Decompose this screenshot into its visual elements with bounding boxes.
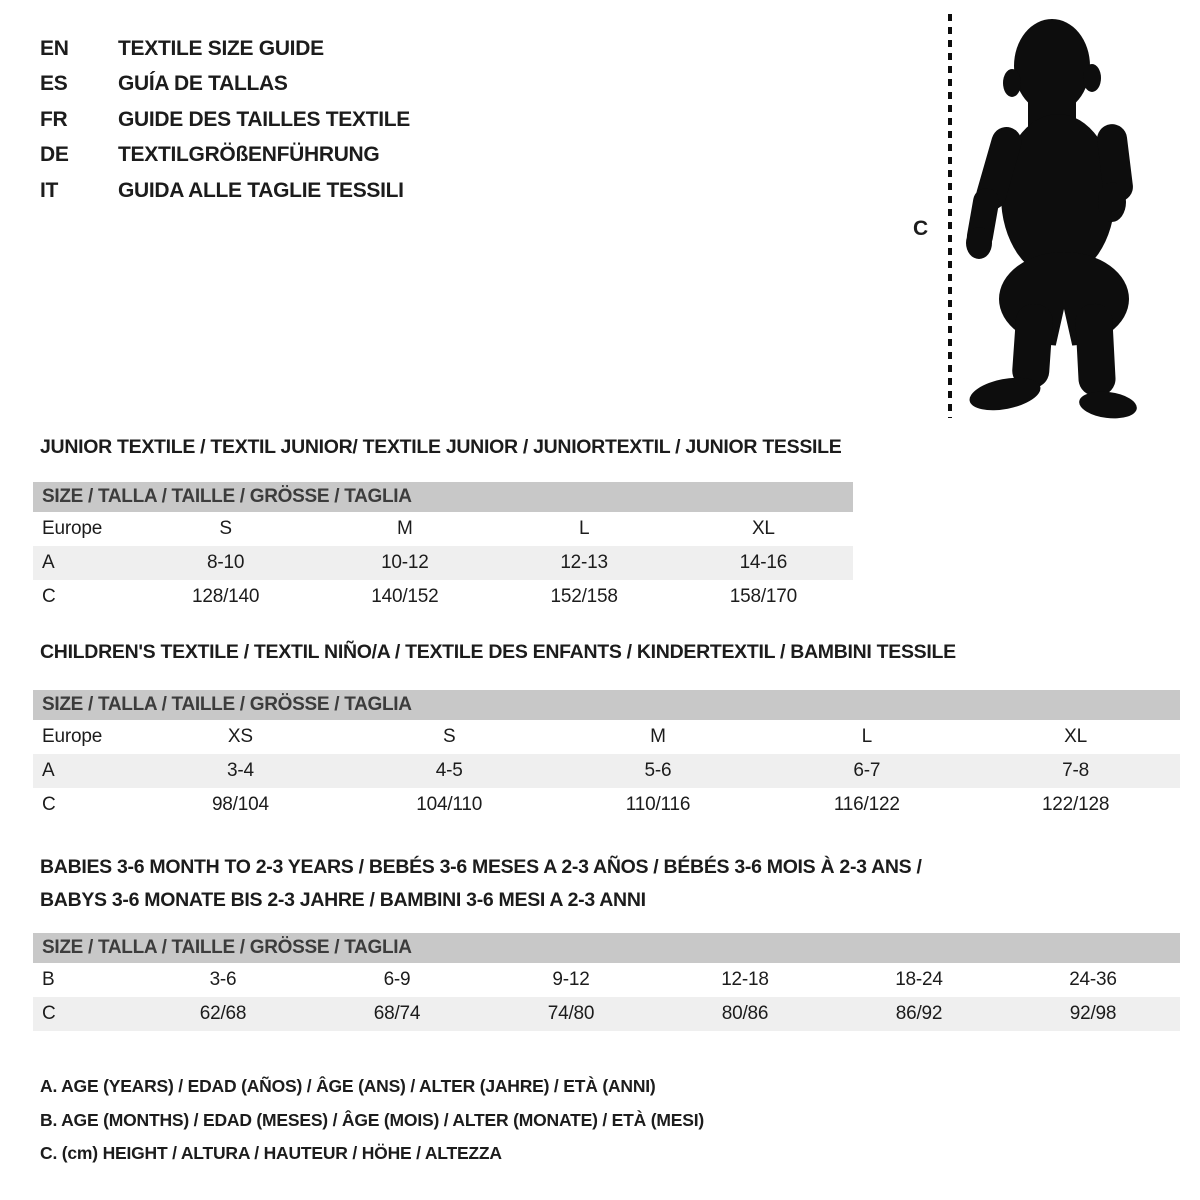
row-label: Europe — [42, 726, 103, 747]
table-cell: 7-8 — [1062, 760, 1090, 781]
table-cell: 12-13 — [560, 552, 608, 573]
table-cell: M — [650, 726, 666, 747]
guide-title: TEXTILE SIZE GUIDE — [118, 36, 324, 60]
table-cell: 68/74 — [373, 1003, 421, 1024]
legend — [40, 1070, 704, 1171]
table-cell: 98/104 — [211, 794, 269, 815]
language-title-list — [40, 31, 410, 209]
table-row — [33, 997, 1180, 1031]
language-code: EN — [40, 36, 69, 60]
table-cell: 128/140 — [191, 586, 260, 607]
row-label: A — [42, 760, 55, 781]
legend-line-b: B. AGE (MONTHS) / EDAD (MESES) / ÂGE (MOIS) / ALTER (MONATE) / ETÀ (MESI) — [40, 1109, 704, 1130]
toddler-silhouette-icon — [962, 16, 1167, 421]
table-row — [33, 546, 853, 580]
children-size-table — [33, 690, 1180, 822]
guide-title: GUIDA ALLE TAGLIE TESSILI — [118, 178, 404, 202]
table-cell: S — [219, 518, 232, 539]
row-label: B — [42, 969, 55, 990]
table-cell: L — [861, 726, 872, 747]
language-row-de — [40, 138, 410, 174]
table-cell: 24-36 — [1069, 969, 1117, 990]
language-row-it — [40, 173, 410, 209]
row-label: C — [42, 1003, 56, 1024]
table-cell: 4-5 — [435, 760, 463, 781]
legend-line-a: A. AGE (YEARS) / EDAD (AÑOS) / ÂGE (ANS) / ALTER (JAHRE) / ETÀ (ANNI) — [40, 1076, 656, 1097]
language-row-en — [40, 31, 410, 67]
table-cell: 62/68 — [199, 1003, 247, 1024]
language-row-fr — [40, 102, 410, 138]
legend-line-c: C. (cm) HEIGHT / ALTURA / HAUTEUR / HÖHE / ALTEZZA — [40, 1143, 502, 1164]
children-table-rows — [33, 720, 1180, 822]
guide-title: GUIDE DES TAILLES TEXTILE — [118, 107, 410, 131]
guide-title: TEXTILGRÖßENFÜHRUNG — [118, 143, 380, 167]
language-code: DE — [40, 143, 69, 167]
babies-title-line2: BABYS 3-6 MONATE BIS 2-3 JAHRE / BAMBINI 3-6 MESI A 2-3 ANNI — [40, 889, 646, 911]
table-cell: 3-4 — [226, 760, 254, 781]
table-cell: 110/116 — [625, 794, 691, 815]
table-cell: 86/92 — [895, 1003, 943, 1024]
children-section-title: CHILDREN'S TEXTILE / TEXTIL NIÑO/A / TEXTILE DES ENFANTS / KINDERTEXTIL / BAMBINI TESSILE — [40, 641, 956, 663]
table-cell: 104/110 — [416, 794, 483, 815]
language-code: IT — [40, 178, 59, 202]
table-row — [33, 512, 853, 546]
table-cell: 8-10 — [207, 552, 245, 573]
table-cell: 6-7 — [853, 760, 881, 781]
table-cell: 116/122 — [833, 794, 900, 815]
table-cell: S — [442, 726, 456, 747]
table-cell: L — [578, 518, 590, 539]
table-cell: 158/170 — [729, 586, 798, 607]
guide-title: GUÍA DE TALLAS — [118, 72, 288, 96]
babies-section-title — [40, 851, 922, 917]
language-code: ES — [40, 72, 68, 96]
table-cell: 3-6 — [209, 969, 237, 990]
table-cell: 80/86 — [721, 1003, 769, 1024]
table-cell: 10-12 — [381, 552, 429, 573]
table-row — [33, 720, 1180, 754]
size-header-bar: SIZE / TALLA / TAILLE / GRÖSSE / TAGLIA — [33, 482, 853, 512]
row-label: C — [42, 794, 56, 815]
table-cell: 74/80 — [547, 1003, 595, 1024]
table-cell: 92/98 — [1069, 1003, 1117, 1024]
table-cell: XL — [751, 518, 775, 539]
junior-table-rows — [33, 512, 853, 614]
height-measure-dashed-line — [948, 14, 952, 418]
table-cell: 9-12 — [552, 969, 590, 990]
table-cell: M — [397, 518, 413, 539]
babies-title-line1: BABIES 3-6 MONTH TO 2-3 YEARS / BEBÉS 3-6 MESES A 2-3 AÑOS / BÉBÉS 3-6 MOIS À 2-3 ANS / — [40, 856, 922, 878]
table-row — [33, 788, 1180, 822]
table-cell: 14-16 — [739, 552, 788, 573]
table-cell: 18-24 — [895, 969, 943, 990]
table-cell: 122/128 — [1041, 794, 1110, 815]
size-header-bar: SIZE / TALLA / TAILLE / GRÖSSE / TAGLIA — [33, 690, 1180, 720]
table-cell: 140/152 — [371, 586, 439, 607]
babies-size-table — [33, 933, 1180, 1031]
table-cell: XS — [227, 726, 253, 747]
table-cell: 152/158 — [550, 586, 618, 607]
junior-section-title: JUNIOR TEXTILE / TEXTIL JUNIOR/ TEXTILE JUNIOR / JUNIORTEXTIL / JUNIOR TESSILE — [40, 436, 842, 458]
table-cell: 12-18 — [721, 969, 769, 990]
table-row — [33, 963, 1180, 997]
language-row-es — [40, 67, 410, 103]
language-code: FR — [40, 107, 68, 131]
height-measure-label: C — [913, 217, 929, 240]
size-header-bar: SIZE / TALLA / TAILLE / GRÖSSE / TAGLIA — [33, 933, 1180, 963]
junior-size-table — [33, 482, 853, 614]
table-cell: 6-9 — [383, 969, 411, 990]
table-row — [33, 754, 1180, 788]
row-label: C — [42, 586, 56, 607]
row-label: A — [42, 552, 55, 573]
row-label: Europe — [42, 518, 103, 539]
table-row — [33, 580, 853, 614]
table-cell: XL — [1064, 726, 1087, 747]
babies-table-rows — [33, 963, 1180, 1031]
table-cell: 5-6 — [644, 760, 672, 781]
